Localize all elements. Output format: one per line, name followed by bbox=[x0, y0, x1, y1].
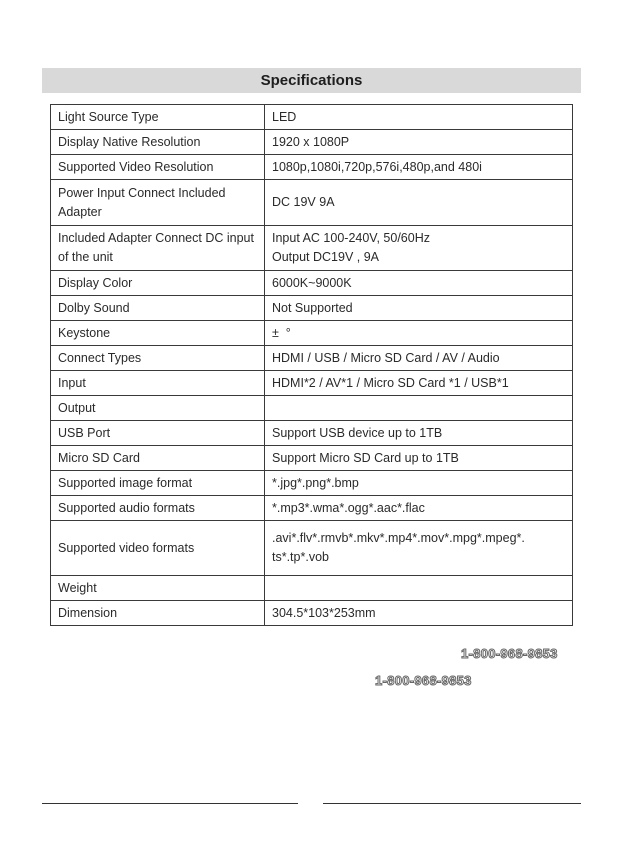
table-row bbox=[51, 521, 573, 576]
spec-value: 304.5*103*253mm bbox=[265, 601, 573, 626]
spec-label: Micro SD Card bbox=[51, 446, 265, 471]
table-row bbox=[51, 396, 573, 421]
table-row bbox=[51, 346, 573, 371]
spec-label: Power Input Connect Included Adapter bbox=[51, 180, 265, 226]
spec-value: .avi*.flv*.rmvb*.mkv*.mp4*.mov*.mpg*.mpeg*. ts*.tp*.vob bbox=[265, 521, 573, 576]
specifications-header bbox=[42, 68, 581, 93]
spec-label: Display Native Resolution bbox=[51, 130, 265, 155]
table-row bbox=[51, 601, 573, 626]
spec-label: Included Adapter Connect DC input of the unit bbox=[51, 226, 265, 271]
spec-value: Support Micro SD Card up to 1TB bbox=[265, 446, 573, 471]
spec-value bbox=[265, 576, 573, 601]
table-row bbox=[51, 321, 573, 346]
page-title: Specifications bbox=[260, 72, 363, 89]
table-row bbox=[51, 155, 573, 180]
table-row bbox=[51, 576, 573, 601]
spec-label: Light Source Type bbox=[51, 105, 265, 130]
spec-label: Connect Types bbox=[51, 346, 265, 371]
spec-value: ± ° bbox=[265, 321, 573, 346]
specifications-table bbox=[50, 104, 573, 626]
table-row bbox=[51, 180, 573, 226]
spec-value: 1920 x 1080P bbox=[265, 130, 573, 155]
spec-value: *.mp3*.wma*.ogg*.aac*.flac bbox=[265, 496, 573, 521]
spec-label: Dolby Sound bbox=[51, 296, 265, 321]
spec-value: Input AC 100-240V, 50/60Hz Output DC19V , 9A bbox=[265, 226, 573, 271]
spec-label: Display Color bbox=[51, 271, 265, 296]
spec-label: Dimension bbox=[51, 601, 265, 626]
spec-value: 6000K~9000K bbox=[265, 271, 573, 296]
spec-value: HDMI*2 / AV*1 / Micro SD Card *1 / USB*1 bbox=[265, 371, 573, 396]
table-row bbox=[51, 271, 573, 296]
spec-value: 1080p,1080i,720p,576i,480p,and 480i bbox=[265, 155, 573, 180]
spec-label: Output bbox=[51, 396, 265, 421]
spec-label: USB Port bbox=[51, 421, 265, 446]
footer-divider-right bbox=[323, 803, 581, 804]
footer-divider-left bbox=[42, 803, 298, 804]
spec-value: Not Supported bbox=[265, 296, 573, 321]
spec-label: Supported video formats bbox=[51, 521, 265, 576]
spec-value: *.jpg*.png*.bmp bbox=[265, 471, 573, 496]
spec-label: Supported Video Resolution bbox=[51, 155, 265, 180]
table-row bbox=[51, 471, 573, 496]
table-row bbox=[51, 226, 573, 271]
spec-label: Input bbox=[51, 371, 265, 396]
spec-value: LED bbox=[265, 105, 573, 130]
table-row bbox=[51, 371, 573, 396]
table-row bbox=[51, 130, 573, 155]
spec-label: Supported image format bbox=[51, 471, 265, 496]
table-row bbox=[51, 421, 573, 446]
spec-value: HDMI / USB / Micro SD Card / AV / Audio bbox=[265, 346, 573, 371]
table-row bbox=[51, 496, 573, 521]
spec-value: Support USB device up to 1TB bbox=[265, 421, 573, 446]
spec-label: Keystone bbox=[51, 321, 265, 346]
spec-label: Weight bbox=[51, 576, 265, 601]
support-phone-number: 1-800-968-9853 bbox=[461, 646, 558, 661]
table-row bbox=[51, 446, 573, 471]
spec-value bbox=[265, 396, 573, 421]
table-row bbox=[51, 296, 573, 321]
spec-value: DC 19V 9A bbox=[265, 180, 573, 226]
table-row bbox=[51, 105, 573, 130]
spec-label: Supported audio formats bbox=[51, 496, 265, 521]
support-phone-number-secondary: 1-800-968-9853 bbox=[375, 673, 472, 688]
